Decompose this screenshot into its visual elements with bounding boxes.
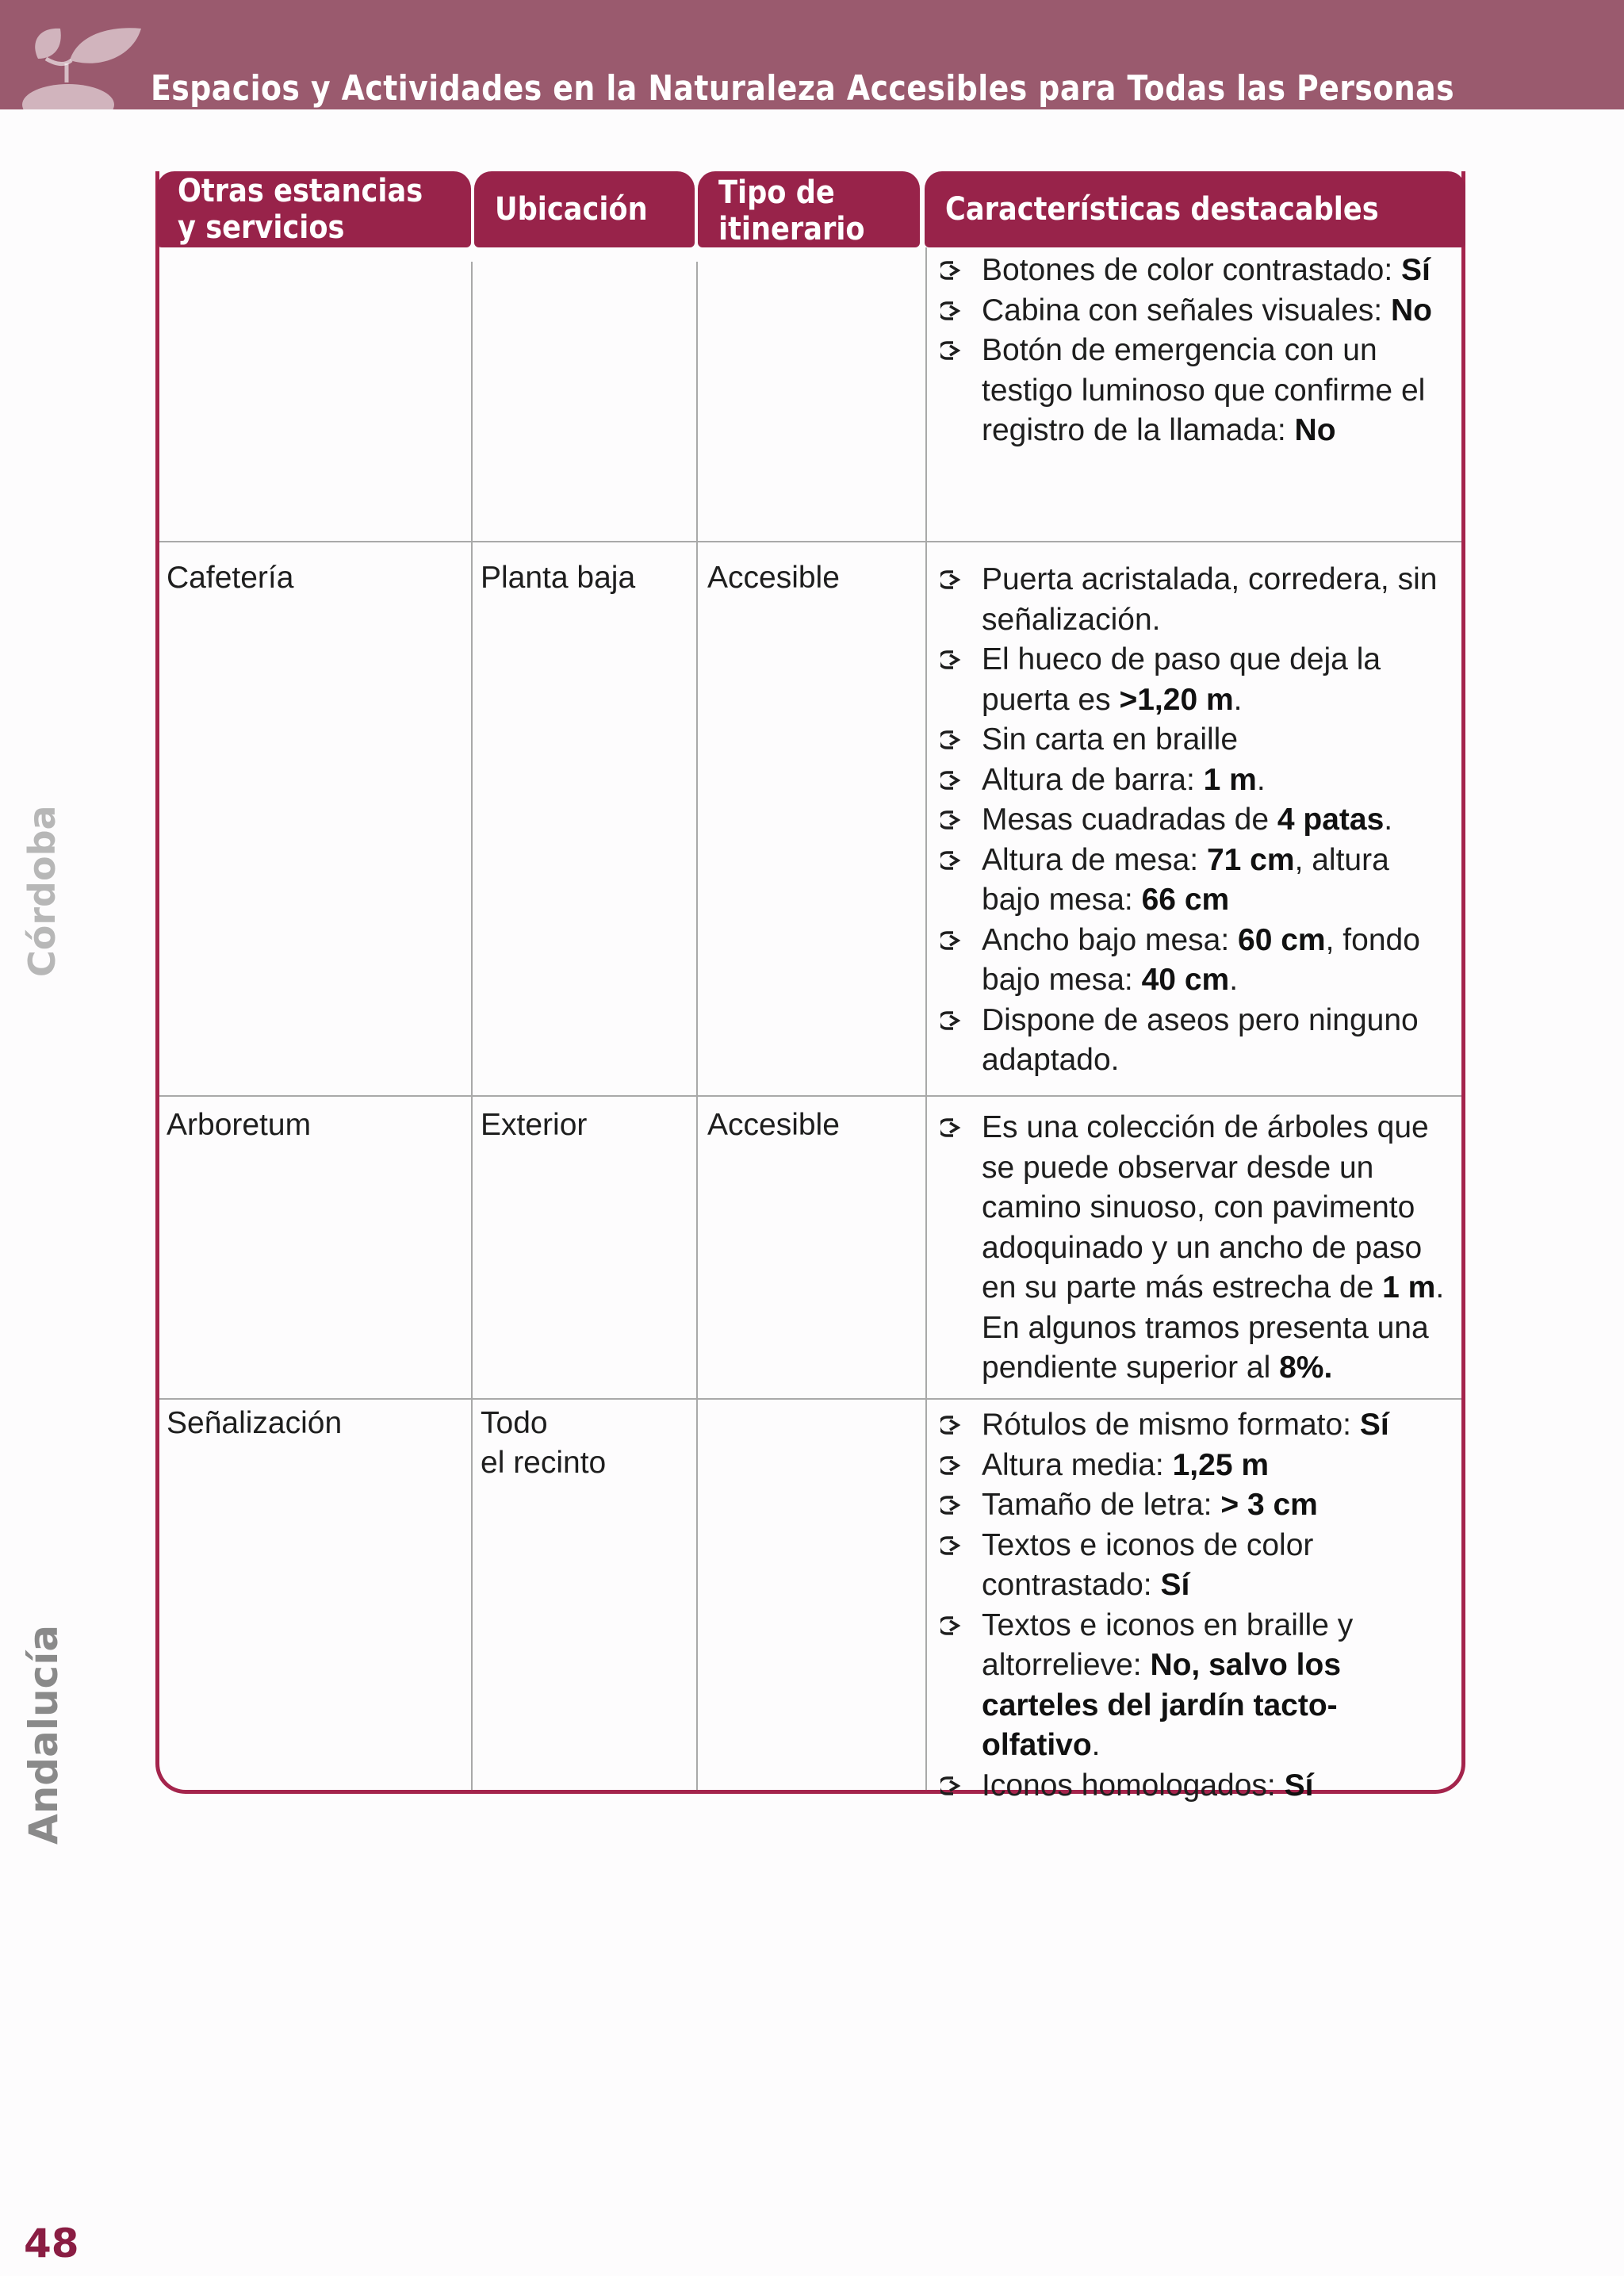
arrow-bullet-icon — [940, 1117, 964, 1138]
arrow-bullet-icon — [940, 1455, 964, 1476]
arrow-bullet-icon — [940, 1495, 964, 1515]
page-number: 48 — [24, 2220, 79, 2266]
arrow-bullet-icon — [940, 301, 964, 321]
list-item: Dispone de aseos pero ninguno adaptado. — [940, 1001, 1456, 1081]
arrow-bullet-icon — [940, 1535, 964, 1556]
list-item: Botones de color contrastado: Sí — [940, 251, 1456, 291]
arrow-bullet-icon — [940, 1415, 964, 1435]
list-item: Altura de mesa: 71 cm, altura bajo mesa: 66 cm — [940, 841, 1456, 921]
arrow-bullet-icon — [940, 930, 964, 951]
column-divider — [471, 262, 473, 1790]
row-divider — [159, 1398, 1461, 1400]
arrow-bullet-icon — [940, 1615, 964, 1636]
row-divider — [159, 541, 1461, 542]
arrow-bullet-icon — [940, 770, 964, 791]
list-item: Altura de barra: 1 m. — [940, 761, 1456, 801]
list-item: Textos e iconos de color contrastado: Sí — [940, 1526, 1456, 1606]
arrow-bullet-icon — [940, 1010, 964, 1031]
features-list — [940, 560, 1456, 1081]
side-label-region: Andalucía — [21, 1624, 67, 1845]
arrow-bullet-icon — [940, 340, 964, 361]
arrow-bullet-icon — [940, 850, 964, 871]
arrow-bullet-icon — [940, 649, 964, 670]
list-item: Textos e iconos en braille y altorrelieve: No, salvo los carteles del jardín tacto-olfativo. — [940, 1606, 1456, 1766]
list-item: Botón de emergencia con un testigo luminoso que confirme el registro de la llamada: No — [940, 331, 1456, 451]
features-list — [940, 251, 1456, 451]
list-item: Mesas cuadradas de 4 patas. — [940, 800, 1456, 841]
list-item: Rótulos de mismo formato: Sí — [940, 1405, 1456, 1446]
header-band — [0, 0, 1624, 109]
arrow-bullet-icon — [940, 1776, 964, 1796]
arrow-bullet-icon — [940, 569, 964, 590]
side-label-province: Córdoba — [21, 805, 63, 977]
column-divider — [925, 247, 927, 1790]
arrow-bullet-icon — [940, 730, 964, 750]
list-item: Altura media: 1,25 m — [940, 1446, 1456, 1486]
leaf-logo-icon — [14, 11, 157, 109]
list-item: Iconos homologados: Sí — [940, 1766, 1456, 1807]
arrow-bullet-icon — [940, 810, 964, 830]
cell-ubicacion: Exterior — [481, 1108, 588, 1142]
list-item: Sin carta en braille — [940, 720, 1456, 761]
arrow-bullet-icon — [940, 260, 964, 281]
cell-estancia: Arboretum — [167, 1108, 312, 1142]
cell-estancia: Cafetería — [167, 561, 294, 595]
list-item: El hueco de paso que deja la puerta es >1,20 m. — [940, 640, 1456, 720]
list-item: Cabina con señales visuales: No — [940, 291, 1456, 331]
features-list — [940, 1108, 1456, 1389]
list-item: Tamaño de letra: > 3 cm — [940, 1485, 1456, 1526]
cell-ubicacion: Planta baja — [481, 561, 636, 595]
column-header-caracteristicas: Características destacables — [925, 171, 1465, 247]
cell-estancia: Señalización — [167, 1406, 343, 1440]
cell-tipo: Accesible — [707, 1108, 840, 1142]
column-divider — [696, 262, 698, 1790]
column-header-ubicacion: Ubicación — [474, 171, 695, 247]
column-header-tipo: Tipo de itinerario — [698, 171, 920, 247]
features-list — [940, 1405, 1456, 1806]
list-item: Ancho bajo mesa: 60 cm, fondo bajo mesa: 40 cm. — [940, 921, 1456, 1001]
cell-tipo: Accesible — [707, 561, 840, 595]
list-item: Puerta acristalada, corredera, sin señalización. — [940, 560, 1456, 640]
header-title: Espacios y Actividades en la Naturaleza Accesibles para Todas las Personas — [151, 68, 1455, 109]
row-divider — [159, 1095, 1461, 1097]
cell-ubicacion: Todo el recinto — [481, 1406, 607, 1480]
column-header-estancias: Otras estancias y servicios — [157, 171, 471, 247]
list-item: Es una colección de árboles que se puede observar desde un camino sinuoso, con pavimento adoquinado y un ancho de paso en su parte más estrecha de 1 m. En algunos tramos presenta una pendiente superior al 8%. — [940, 1108, 1456, 1389]
